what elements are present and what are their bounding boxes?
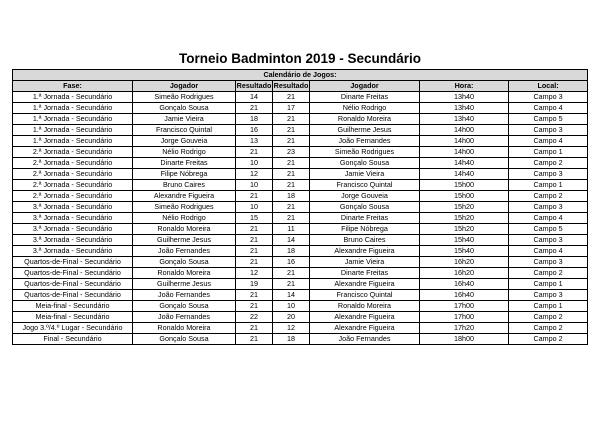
venue-cell: Campo 3: [509, 169, 588, 180]
player-1-cell: Alexandre Figueira: [133, 191, 236, 202]
time-cell: 13h40: [420, 103, 509, 114]
time-cell: 17h20: [420, 323, 509, 334]
phase-cell: 3.ª Jornada - Secundário: [13, 213, 133, 224]
score-1-cell: 21: [236, 334, 273, 345]
score-1-cell: 21: [236, 301, 273, 312]
table-row: [13, 125, 588, 136]
table-row: [13, 246, 588, 257]
venue-cell: Campo 4: [509, 213, 588, 224]
score-2-cell: 12: [273, 323, 310, 334]
player-1-cell: Ronaldo Moreira: [133, 224, 236, 235]
score-2-cell: 21: [273, 158, 310, 169]
player-2-cell: Jamie Vieira: [310, 257, 420, 268]
table-row: [13, 279, 588, 290]
phase-cell: Meia-final - Secundário: [13, 301, 133, 312]
venue-cell: Campo 3: [509, 290, 588, 301]
phase-cell: 2.ª Jornada - Secundário: [13, 180, 133, 191]
player-1-cell: Nélio Rodrigo: [133, 147, 236, 158]
player-1-cell: Gonçalo Sousa: [133, 301, 236, 312]
player-1-cell: Bruno Caires: [133, 180, 236, 191]
time-cell: 16h20: [420, 257, 509, 268]
score-2-cell: 18: [273, 246, 310, 257]
table-row: [13, 268, 588, 279]
venue-cell: Campo 4: [509, 103, 588, 114]
venue-cell: Campo 2: [509, 191, 588, 202]
player-2-cell: Filipe Nóbrega: [310, 224, 420, 235]
phase-cell: Quartos-de-Final - Secundário: [13, 279, 133, 290]
venue-cell: Campo 2: [509, 334, 588, 345]
phase-cell: 3.ª Jornada - Secundário: [13, 235, 133, 246]
time-cell: 14h40: [420, 169, 509, 180]
table-row: [13, 301, 588, 312]
score-1-cell: 10: [236, 180, 273, 191]
header-venue: Local:: [509, 81, 588, 92]
time-cell: 15h00: [420, 191, 509, 202]
time-cell: 14h00: [420, 147, 509, 158]
score-1-cell: 21: [236, 290, 273, 301]
player-1-cell: João Fernandes: [133, 312, 236, 323]
score-1-cell: 10: [236, 202, 273, 213]
score-1-cell: 19: [236, 279, 273, 290]
venue-cell: Campo 2: [509, 312, 588, 323]
time-cell: 15h40: [420, 235, 509, 246]
score-2-cell: 11: [273, 224, 310, 235]
header-time: Hora:: [420, 81, 509, 92]
venue-cell: Campo 3: [509, 257, 588, 268]
player-1-cell: Simeão Rodrigues: [133, 202, 236, 213]
time-cell: 16h40: [420, 279, 509, 290]
table-body: [13, 92, 588, 345]
phase-cell: Jogo 3.º/4.º Lugar - Secundário: [13, 323, 133, 334]
player-2-cell: João Fernandes: [310, 334, 420, 345]
player-2-cell: Dinarte Freitas: [310, 213, 420, 224]
score-1-cell: 21: [236, 147, 273, 158]
time-cell: 14h40: [420, 158, 509, 169]
phase-cell: 3.ª Jornada - Secundário: [13, 224, 133, 235]
table-row: [13, 191, 588, 202]
header-score-1: Resultado: [236, 81, 272, 91]
venue-cell: Campo 1: [509, 279, 588, 290]
player-2-cell: Francisco Quintal: [310, 290, 420, 301]
phase-cell: Quartos-de-Final - Secundário: [13, 290, 133, 301]
score-2-cell: 21: [273, 136, 310, 147]
time-cell: 16h20: [420, 268, 509, 279]
player-2-cell: Alexandre Figueira: [310, 312, 420, 323]
score-1-cell: 21: [236, 323, 273, 334]
table-row: [13, 312, 588, 323]
time-cell: 15h20: [420, 224, 509, 235]
time-cell: 14h00: [420, 125, 509, 136]
table-row: [13, 158, 588, 169]
player-2-cell: Jamie Vieira: [310, 169, 420, 180]
score-1-cell: 21: [236, 235, 273, 246]
phase-cell: 3.ª Jornada - Secundário: [13, 202, 133, 213]
time-cell: 13h40: [420, 92, 509, 103]
player-1-cell: Francisco Quintal: [133, 125, 236, 136]
score-2-cell: 21: [273, 114, 310, 125]
venue-cell: Campo 2: [509, 323, 588, 334]
table-row: [13, 114, 588, 125]
score-1-cell: 10: [236, 158, 273, 169]
phase-cell: 2.ª Jornada - Secundário: [13, 147, 133, 158]
schedule-sheet: [12, 69, 587, 345]
score-2-cell: 21: [273, 125, 310, 136]
header-phase: Fase:: [13, 81, 133, 92]
table-row: [13, 169, 588, 180]
table-row: [13, 202, 588, 213]
venue-cell: Campo 5: [509, 224, 588, 235]
time-cell: 17h00: [420, 301, 509, 312]
venue-cell: Campo 2: [509, 158, 588, 169]
table-row: [13, 103, 588, 114]
score-2-cell: 21: [273, 213, 310, 224]
player-2-cell: Alexandre Figueira: [310, 246, 420, 257]
venue-cell: Campo 3: [509, 235, 588, 246]
venue-cell: Campo 4: [509, 136, 588, 147]
header-player-1: Jogador: [133, 81, 236, 92]
player-1-cell: João Fernandes: [133, 290, 236, 301]
score-2-cell: 14: [273, 235, 310, 246]
player-1-cell: Gonçalo Sousa: [133, 334, 236, 345]
score-2-cell: 18: [273, 334, 310, 345]
score-2-cell: 16: [273, 257, 310, 268]
score-1-cell: 14: [236, 92, 273, 103]
player-1-cell: Ronaldo Moreira: [133, 323, 236, 334]
score-1-cell: 21: [236, 224, 273, 235]
score-2-cell: 17: [273, 103, 310, 114]
venue-cell: Campo 5: [509, 114, 588, 125]
score-1-cell: 18: [236, 114, 273, 125]
time-cell: 16h40: [420, 290, 509, 301]
player-1-cell: Gonçalo Sousa: [133, 103, 236, 114]
player-1-cell: Dinarte Freitas: [133, 158, 236, 169]
score-2-cell: 21: [273, 202, 310, 213]
player-2-cell: Dinarte Freitas: [310, 268, 420, 279]
player-1-cell: Simeão Rodrigues: [133, 92, 236, 103]
table-row: [13, 235, 588, 246]
time-cell: 17h00: [420, 312, 509, 323]
player-2-cell: Alexandre Figueira: [310, 279, 420, 290]
phase-cell: 1.ª Jornada - Secundário: [13, 136, 133, 147]
score-1-cell: 12: [236, 268, 273, 279]
venue-cell: Campo 1: [509, 147, 588, 158]
venue-cell: Campo 3: [509, 125, 588, 136]
time-cell: 13h40: [420, 114, 509, 125]
score-1-cell: 13: [236, 136, 273, 147]
phase-cell: Quartos-de-Final - Secundário: [13, 257, 133, 268]
table-row: [13, 92, 588, 103]
venue-cell: Campo 3: [509, 92, 588, 103]
player-2-cell: Gonçalo Sousa: [310, 202, 420, 213]
player-2-cell: Simeão Rodrigues: [310, 147, 420, 158]
player-2-cell: Ronaldo Moreira: [310, 301, 420, 312]
phase-cell: Final - Secundário: [13, 334, 133, 345]
time-cell: 18h00: [420, 334, 509, 345]
venue-cell: Campo 2: [509, 268, 588, 279]
player-1-cell: Jorge Gouveia: [133, 136, 236, 147]
phase-cell: 1.ª Jornada - Secundário: [13, 125, 133, 136]
score-1-cell: 15: [236, 213, 273, 224]
venue-cell: Campo 3: [509, 202, 588, 213]
score-2-cell: 21: [273, 92, 310, 103]
player-1-cell: Gonçalo Sousa: [133, 257, 236, 268]
score-1-cell: 16: [236, 125, 273, 136]
time-cell: 14h00: [420, 136, 509, 147]
player-2-cell: Francisco Quintal: [310, 180, 420, 191]
player-2-cell: Jorge Gouveia: [310, 191, 420, 202]
venue-cell: Campo 1: [509, 180, 588, 191]
table-caption: Calendário de Jogos:: [13, 70, 588, 81]
score-2-cell: 18: [273, 191, 310, 202]
schedule-table: [12, 69, 588, 345]
table-row: [13, 257, 588, 268]
phase-cell: 1.ª Jornada - Secundário: [13, 103, 133, 114]
venue-cell: Campo 4: [509, 246, 588, 257]
phase-cell: 3.ª Jornada - Secundário: [13, 246, 133, 257]
player-1-cell: Jamie Vieira: [133, 114, 236, 125]
player-1-cell: Filipe Nóbrega: [133, 169, 236, 180]
table-row: [13, 224, 588, 235]
table-row: [13, 180, 588, 191]
table-row: [13, 323, 588, 334]
table-row: [13, 290, 588, 301]
score-2-cell: 20: [273, 312, 310, 323]
score-1-cell: 12: [236, 169, 273, 180]
page-title: Torneio Badminton 2019 - Secundário: [178, 51, 422, 66]
time-cell: 15h40: [420, 246, 509, 257]
table-row: [13, 136, 588, 147]
phase-cell: 2.ª Jornada - Secundário: [13, 169, 133, 180]
table-row: [13, 334, 588, 345]
phase-cell: 1.ª Jornada - Secundário: [13, 92, 133, 103]
time-cell: 15h00: [420, 180, 509, 191]
phase-cell: 1.ª Jornada - Secundário: [13, 114, 133, 125]
player-2-cell: Nélio Rodrigo: [310, 103, 420, 114]
score-2-cell: 21: [273, 268, 310, 279]
score-2-cell: 21: [273, 279, 310, 290]
player-1-cell: Nélio Rodrigo: [133, 213, 236, 224]
player-2-cell: Alexandre Figueira: [310, 323, 420, 334]
player-2-cell: Bruno Caires: [310, 235, 420, 246]
phase-cell: 2.ª Jornada - Secundário: [13, 158, 133, 169]
player-1-cell: Guilherme Jesus: [133, 235, 236, 246]
header-player-2: Jogador: [310, 81, 420, 92]
phase-cell: 2.ª Jornada - Secundário: [13, 191, 133, 202]
score-1-cell: 21: [236, 191, 273, 202]
score-2-cell: 23: [273, 147, 310, 158]
score-1-cell: 21: [236, 257, 273, 268]
player-2-cell: Gonçalo Sousa: [310, 158, 420, 169]
score-2-cell: 21: [273, 169, 310, 180]
header-row: [13, 81, 588, 92]
player-1-cell: Guilherme Jesus: [133, 279, 236, 290]
table-row: [13, 147, 588, 158]
time-cell: 15h20: [420, 202, 509, 213]
player-2-cell: Ronaldo Moreira: [310, 114, 420, 125]
phase-cell: Meia-final - Secundário: [13, 312, 133, 323]
phase-cell: Quartos-de-Final - Secundário: [13, 268, 133, 279]
score-2-cell: 21: [273, 180, 310, 191]
player-1-cell: Ronaldo Moreira: [133, 268, 236, 279]
score-2-cell: 14: [273, 290, 310, 301]
time-cell: 15h20: [420, 213, 509, 224]
score-1-cell: 21: [236, 103, 273, 114]
score-1-cell: 21: [236, 246, 273, 257]
table-row: [13, 213, 588, 224]
player-2-cell: Dinarte Freitas: [310, 92, 420, 103]
header-score-2: Resultado: [273, 81, 309, 91]
player-2-cell: Guilherme Jesus: [310, 125, 420, 136]
score-2-cell: 10: [273, 301, 310, 312]
venue-cell: Campo 1: [509, 301, 588, 312]
score-1-cell: 22: [236, 312, 273, 323]
player-1-cell: João Fernandes: [133, 246, 236, 257]
player-2-cell: João Fernandes: [310, 136, 420, 147]
